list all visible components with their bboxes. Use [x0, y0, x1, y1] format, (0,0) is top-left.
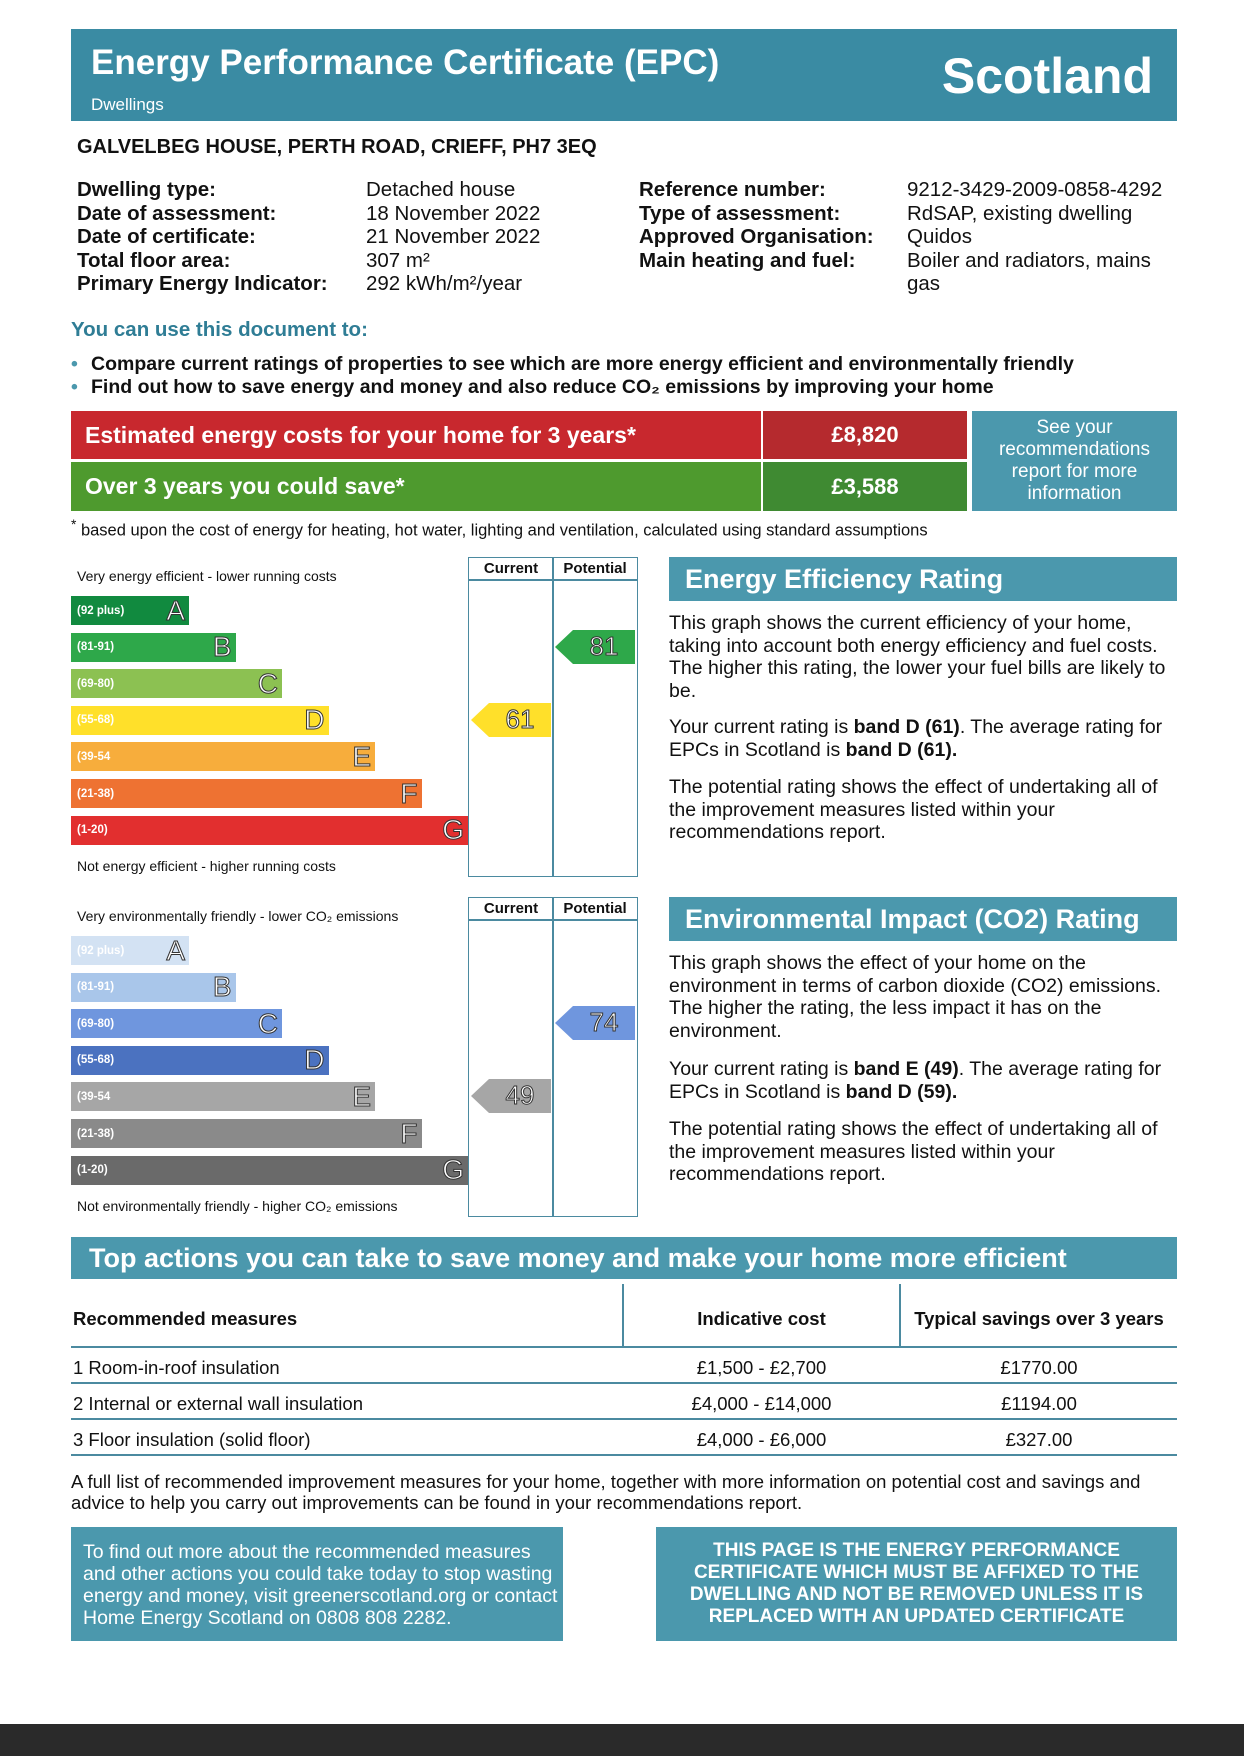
potential-rating-arrow-value: 81: [589, 630, 619, 661]
band-range: (21-38): [77, 1127, 115, 1140]
band-range: (81-91): [77, 981, 115, 994]
table-cell: £1194.00: [1001, 1393, 1077, 1414]
table-cell: 3 Floor insulation (solid floor): [73, 1429, 311, 1450]
rating-band-b: [71, 973, 236, 1002]
detail-value: 292 kWh/m²/year: [366, 272, 523, 295]
potential-rating-arrow-value: 74: [589, 1007, 619, 1038]
potential-column: [552, 557, 638, 877]
table-cell: £4,000 - £6,000: [696, 1429, 827, 1450]
table-cell: 2 Internal or external wall insulation: [73, 1393, 363, 1414]
detail-label: Primary Energy Indicator:: [77, 272, 328, 295]
savings-value: £3,588: [763, 462, 967, 511]
detail-label: Type of assessment:: [639, 201, 841, 225]
find-out-more-box: To find out more about the recommended measures and other actions you could take today to stop wasting energy and money, visit greenerscotland.org or contact Home Energy Scotland on 0808 808 2282.: [71, 1527, 563, 1641]
current-rating-arrow-value: 61: [505, 703, 535, 734]
table-cell: 1 Room-in-roof insulation: [73, 1357, 280, 1378]
band-letter: A: [166, 594, 185, 626]
cost-footnote: * based upon the cost of energy for heating, hot water, lighting and ventilation, calculated using standard assumptions: [71, 517, 928, 540]
rating-band-a: [71, 596, 189, 625]
band-letter: B: [212, 971, 232, 1003]
page-title: Energy Performance Certificate (EPC): [91, 43, 720, 82]
detail-value: 21 November 2022: [366, 225, 541, 248]
energy-rating-para-3: The potential rating shows the effect of undertaking all of the improvement measures listed within your recommendations report.: [669, 776, 1158, 843]
rating-band-a: [71, 936, 189, 965]
detail-label: Total floor area:: [77, 248, 231, 272]
band-range: (92 plus): [77, 604, 125, 617]
current-column: [468, 897, 554, 1217]
detail-value: 307 m²: [366, 248, 430, 272]
use-document-title: You can use this document to:: [71, 318, 368, 341]
table-header-measures: Recommended measures: [73, 1308, 298, 1329]
full-list-note: A full list of recommended improvement measures for your home, together with more information on potential cost and savings and advice to help you carry out improvements can be found in your recommendations report.: [71, 1471, 1141, 1513]
band-letter: E: [352, 740, 371, 772]
band-letter: G: [442, 814, 464, 846]
details-left-values: [366, 178, 540, 296]
band-letter: D: [304, 704, 325, 736]
rating-band-d: [71, 1046, 329, 1075]
detail-label: Main heating and fuel:: [639, 248, 856, 272]
band-range: (1-20): [77, 824, 108, 837]
detail-label: Date of certificate:: [77, 225, 256, 248]
detail-value: RdSAP, existing dwelling: [907, 201, 1133, 225]
energy-efficiency-chart: [71, 557, 641, 877]
environmental-rating-para-3: The potential rating shows the effect of undertaking all of the improvement measures listed within your recommendations report.: [669, 1118, 1158, 1185]
page-subtitle: Dwellings: [91, 95, 164, 114]
band-range: (39-54: [77, 1090, 111, 1103]
band-letter: C: [257, 667, 278, 699]
band-range: (81-91): [77, 641, 115, 654]
energy-rating-title: Energy Efficiency Rating: [669, 557, 1177, 601]
bullet-dot-icon: •: [71, 353, 78, 375]
table-cell: £327.00: [1005, 1429, 1073, 1450]
band-letter: B: [212, 631, 232, 663]
rating-band-b: [71, 633, 236, 662]
rating-band-e: [71, 1082, 375, 1111]
current-column-header: Current: [483, 900, 539, 917]
environmental-rating-para-2: Your current rating is band E (49). The average rating for EPCs in Scotland is band D (59).: [669, 1058, 1162, 1103]
band-letter: C: [257, 1007, 278, 1039]
band-range: (69-80): [77, 1017, 115, 1030]
environmental-rating-para-1: This graph shows the effect of your home on the environment in terms of carbon dioxide (CO2) emissions. The higher the rating, the less impact it has on the environment.: [669, 952, 1162, 1042]
chart-top-note: Very environmentally friendly - lower CO₂ emissions: [77, 908, 399, 924]
see-recommendations-box: See your recommendations report for more information: [972, 411, 1177, 511]
potential-column-header: Potential: [563, 560, 627, 577]
table-cell: £1,500 - £2,700: [696, 1357, 827, 1378]
band-range: (55-68): [77, 714, 115, 727]
band-range: (21-38): [77, 787, 115, 800]
band-letter: D: [304, 1044, 325, 1076]
rating-band-g: [71, 1156, 468, 1185]
current-column-header: Current: [483, 560, 539, 577]
details-right-labels: [639, 178, 874, 272]
bullet-dot-icon: •: [71, 376, 78, 398]
chart-top-note: Very energy efficient - lower running costs: [77, 568, 337, 584]
energy-rating-para-1: This graph shows the current efficiency of your home, taking into account both energy efficiency and fuel costs. The higher this rating, the lower your fuel bills are likely to be.: [669, 612, 1166, 702]
savings-label: Over 3 years you could save*: [71, 462, 761, 511]
detail-value: Detached house: [366, 178, 516, 201]
energy-rating-para-2: Your current rating is band D (61). The average rating for EPCs in Scotland is band D (61).: [669, 716, 1163, 761]
rating-band-c: [71, 669, 282, 698]
table-cell: £1770.00: [1000, 1357, 1078, 1378]
details-left-labels: [77, 178, 328, 296]
band-letter: E: [352, 1080, 371, 1112]
table-header-cost: Indicative cost: [697, 1308, 826, 1329]
header-banner: [71, 29, 1177, 121]
band-letter: A: [166, 934, 185, 966]
estimated-costs-label: Estimated energy costs for your home for 3 years*: [71, 411, 761, 459]
rating-band-e: [71, 742, 375, 771]
detail-label: Approved Organisation:: [639, 225, 874, 248]
band-letter: F: [400, 777, 418, 809]
current-rating-arrow-value: 49: [505, 1080, 535, 1111]
chart-bottom-note: Not environmentally friendly - higher CO₂ emissions: [77, 1198, 398, 1214]
detail-value: 18 November 2022: [366, 201, 541, 225]
bullet-item: • Compare current ratings of properties to see which are more energy efficient and environmentally friendly: [71, 353, 1074, 375]
rating-band-d: [71, 706, 329, 735]
detail-label: Date of assessment:: [77, 201, 277, 225]
band-range: (39-54: [77, 750, 111, 763]
environmental-impact-chart: [71, 897, 641, 1217]
band-range: (55-68): [77, 1054, 115, 1067]
environmental-rating-title: Environmental Impact (CO2) Rating: [669, 897, 1177, 941]
potential-column-header: Potential: [563, 900, 627, 917]
band-letter: G: [442, 1154, 464, 1186]
rating-band-g: [71, 816, 468, 845]
estimated-costs-value: £8,820: [763, 411, 967, 459]
rating-band-c: [71, 1009, 282, 1038]
detail-value: Boiler and radiators, mains: [907, 248, 1151, 272]
chart-bottom-note: Not energy efficient - higher running costs: [77, 858, 336, 874]
detail-value: Quidos: [907, 225, 972, 248]
band-letter: F: [400, 1117, 418, 1149]
table-cell: £4,000 - £14,000: [691, 1393, 832, 1414]
top-actions-title: Top actions you can take to save money and make your home more efficient: [71, 1237, 1177, 1279]
band-range: (92 plus): [77, 944, 125, 957]
rating-band-f: [71, 779, 422, 808]
detail-value: gas: [907, 272, 941, 295]
band-range: (1-20): [77, 1164, 108, 1177]
rating-band-f: [71, 1119, 422, 1148]
band-range: (69-80): [77, 677, 115, 690]
detail-value: 9212-3429-2009-0858-4292: [907, 178, 1163, 201]
detail-label: Reference number:: [639, 178, 826, 201]
table-header-savings: Typical savings over 3 years: [914, 1308, 1164, 1329]
details-right-values: [907, 178, 1162, 296]
bullet-item: • Find out how to save energy and money and also reduce CO₂ emissions by improving your home: [71, 376, 994, 398]
certificate-notice-box: THIS PAGE IS THE ENERGY PERFORMANCE CERTIFICATE WHICH MUST BE AFFIXED TO THE DWELLING AND NOT BE REMOVED UNLESS IT IS REPLACED WITH AN UPDATED CERTIFICATE: [656, 1527, 1177, 1641]
detail-label: Dwelling type:: [77, 178, 216, 201]
potential-column: [552, 897, 638, 1217]
region-label: Scotland: [941, 48, 1153, 104]
property-address: GALVELBEG HOUSE, PERTH ROAD, CRIEFF, PH7 3EQ: [77, 136, 597, 158]
